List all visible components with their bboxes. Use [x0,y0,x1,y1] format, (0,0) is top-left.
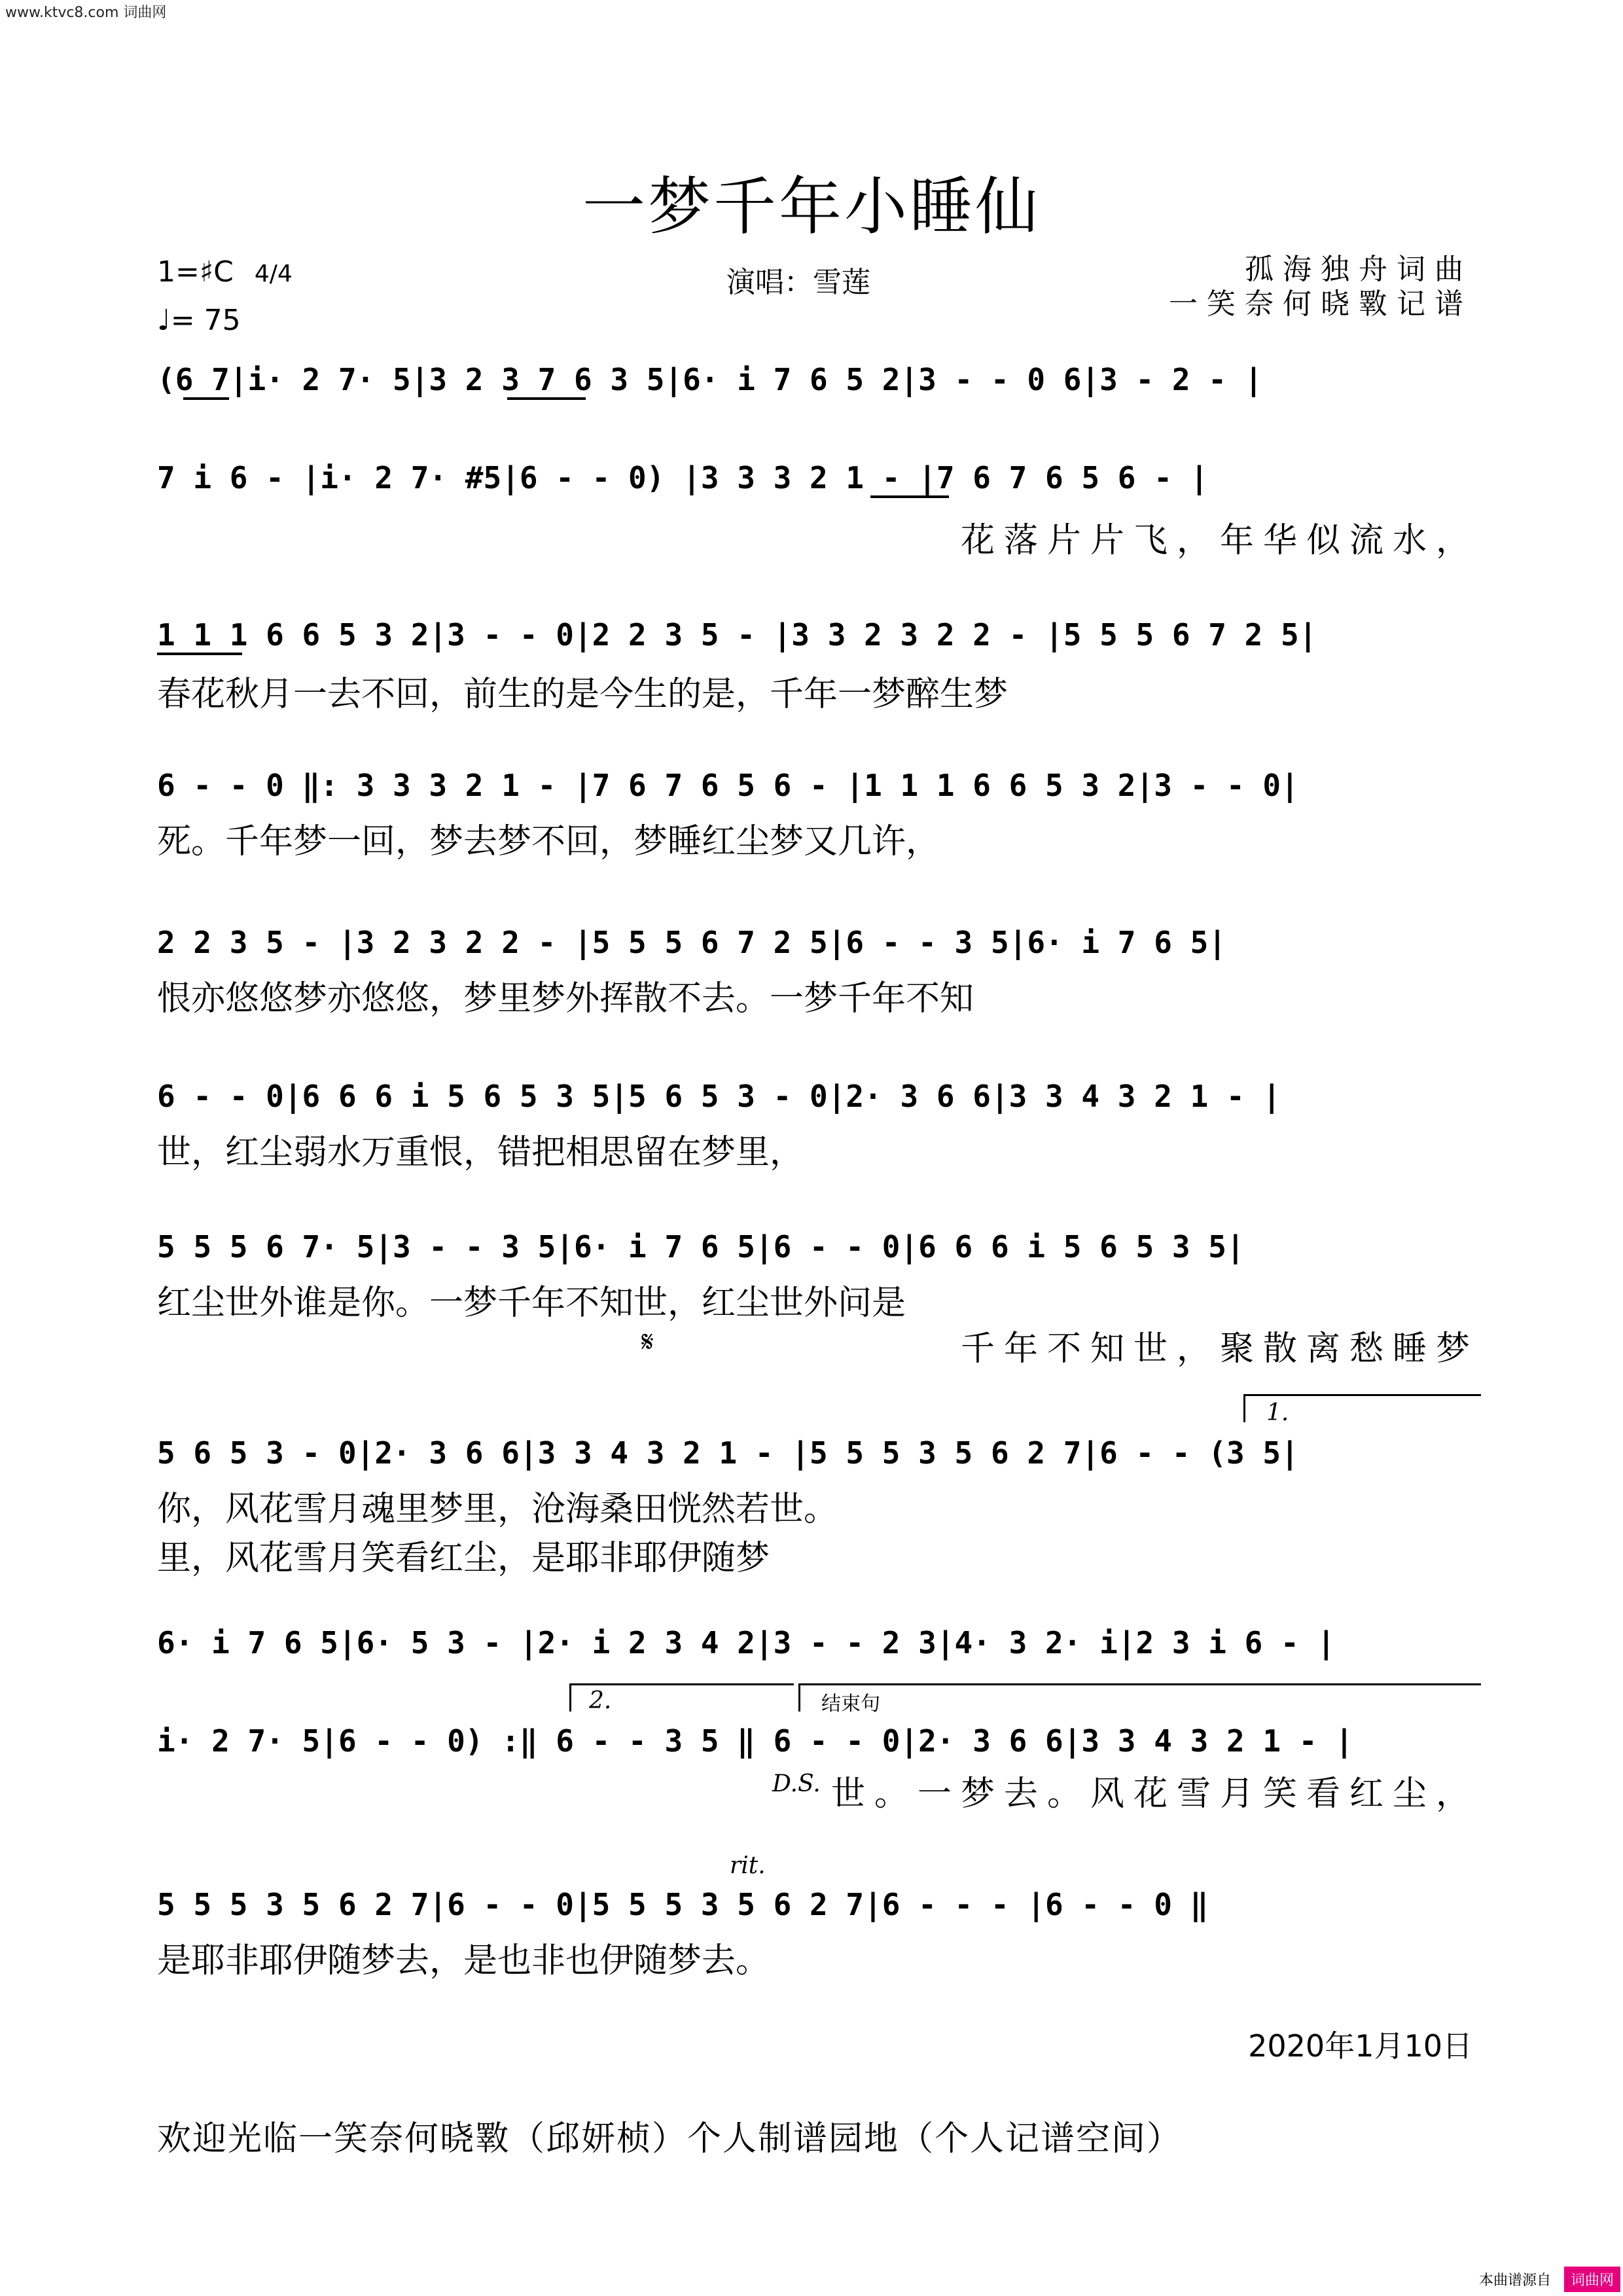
volta-2: 2. [589,1687,612,1714]
rit-marker: rit. [730,1852,766,1879]
score-row-9 [157,1620,1479,1666]
time-signature: 4/4 [254,260,293,287]
lyric-line-3: 死。千年梦一回，梦去梦不回，梦睡红尘梦又几许， [157,821,940,861]
score-row-7 [157,1224,1479,1270]
lyric-line-9: 里，风花雪月笑看红尘，是耶非耶伊随梦 [157,1538,770,1578]
lyric-line-5: 世，红尘弱水万重恨，错把相思留在梦里， [157,1132,804,1172]
notation: 5 5 5 6 7· 5|3 - - 3 5|6· i 7 6 5|6 - - 0|6 6 6 i 5 6 5 3 5| [157,1229,1245,1265]
notation: 7 i 6 - |i· 2 7· #5|6 - - 0) |3 3 3 2 1 - |7 6 7 6 5 6 - | [157,460,1209,495]
notation: 5 6 5 3 - 0|2· 3 6 6|3 3 4 3 2 1 - |5 5 5 3 5 6 2 7|6 - - (3 5| [157,1435,1299,1471]
lyric-line-1: 花落片片飞，年华似流水， [960,520,1479,560]
score-row-10 [157,1718,1479,1764]
lyric-line-4: 恨亦悠悠梦亦悠悠，梦里梦外挥散不去。一梦千年不知 [157,978,974,1018]
notation: (6 7|i· 2 7· 5|3 2 3 7 6 3 5|6· i 7 6 5 2|3 - - 0 6|3 - 2 - | [157,362,1263,397]
watermark: www.ktvc8.com 词曲网 [5,5,167,21]
site-badge: 词曲网 [1564,2267,1620,2292]
ending-bracket [798,1683,1481,1712]
notation: 6 - - 0|6 6 6 i 5 6 5 3 5|5 6 5 3 - 0|2· 3 6 6|3 3 4 3 2 1 - | [157,1079,1281,1114]
notation: 2 2 3 5 - |3 2 3 2 2 - |5 5 5 6 7 2 5|6 - - 3 5|6· i 7 6 5| [157,925,1226,960]
score-row-4 [157,762,1479,808]
score-row-1 [157,357,1479,403]
score-row-8 [157,1430,1479,1476]
notation: 6 - - 0 ‖: 3 3 3 2 1 - |7 6 7 6 5 6 - |1 1 1 6 6 5 3 2|3 - - 0| [157,768,1299,803]
lyric-line-11: 是耶非耶伊随梦去，是也非也伊随梦去。 [157,1941,770,1981]
key-signature [157,255,293,289]
source-badge: 本曲谱源自 [1472,2267,1558,2292]
score-row-5 [157,920,1479,965]
notation: 6· i 7 6 5|6· 5 3 - |2· i 2 3 4 2|3 - - 2 3|4· 3 2· i|2 3 i 6 - | [157,1625,1336,1660]
lyricist-composer: 孤海独舟词曲 [1245,253,1472,286]
score-row-2 [157,455,1479,501]
ds-marker: D.S. [772,1770,821,1797]
score-row-3 [157,612,1479,658]
lyric-line-10: 世。一梦去。风花雪月笑看红尘， [830,1774,1479,1814]
notation: i· 2 7· 5|6 - - 0) :‖ 6 - - 3 5 ‖ 6 - - 0|2· 3 6 6|3 3 4 3 2 1 - | [157,1723,1353,1759]
ending-label: 结束句 [821,1693,880,1715]
lyric-line-8: 你，风花雪月魂里梦里，沧海桑田恍然若世。 [157,1489,838,1529]
segno-sign: 𝄋 [641,1325,654,1359]
score-row-6 [157,1073,1479,1119]
notation: 5 5 5 3 5 6 2 7|6 - - 0|5 5 5 3 5 6 2 7|6 - - - |6 - - 0 ‖ [157,1887,1209,1922]
date: 2020年1月10日 [1248,2028,1472,2064]
transcriber: 一笑奈何晓斁记谱 [1169,287,1472,321]
lyric-line-2: 春花秋月一去不回，前生的是今生的是，千年一梦醉生梦 [157,674,1008,714]
tempo: ♩= 75 [157,304,241,337]
score-row-11 [157,1882,1479,1928]
footer-text: 欢迎光临一笑奈何晓斁（邱妍桢）个人制谱园地（个人记谱空间） [157,2119,1183,2159]
lyric-line-7: 千年不知世，聚散离愁睡梦 [960,1329,1479,1369]
volta-1: 1. [1266,1399,1289,1426]
lyric-line-6: 红尘世外谁是你。一梦千年不知世，红尘世外问是 [157,1283,906,1323]
page-title: 一梦千年小睡仙 [582,170,1041,243]
key: 1=♯C [157,255,234,289]
performer: 演唱：雪莲 [726,266,870,299]
notation: 1 1 1 6 6 5 3 2|3 - - 0|2 2 3 5 - |3 3 2 3 2 2 - |5 5 5 6 7 2 5| [157,617,1317,653]
